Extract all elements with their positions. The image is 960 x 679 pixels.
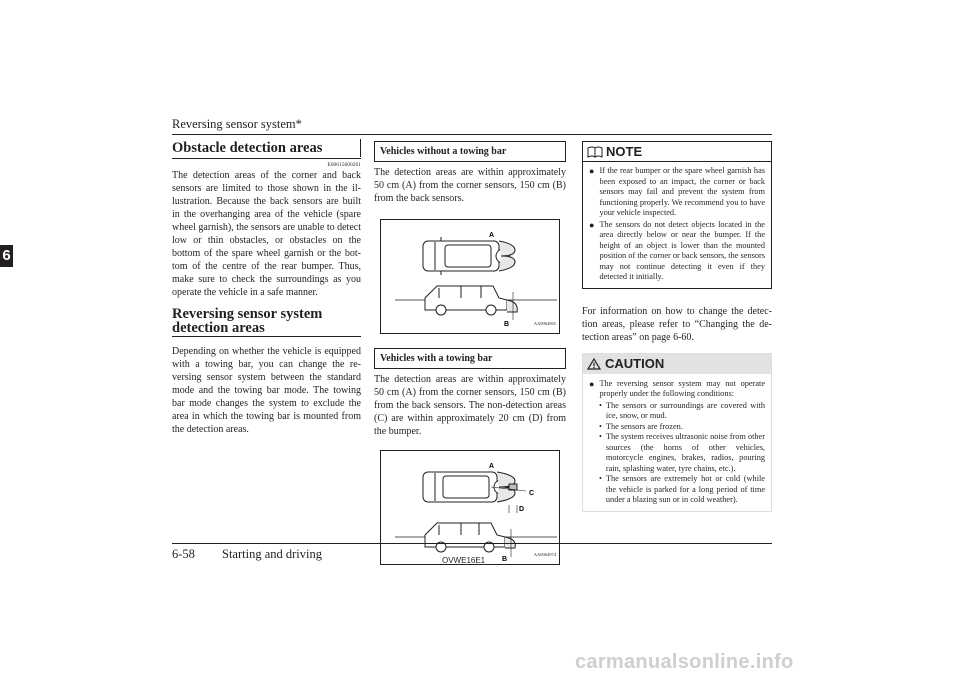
label-a: A [489,232,495,239]
vehicle-towing-illustration [381,451,559,564]
sub-bullet-icon: • [599,432,602,441]
vehicle-detection-illustration [381,220,559,333]
figure-code: AA0064974 [533,552,556,557]
column-left [172,141,361,436]
chapter-tab: 6 [0,245,13,267]
subheading-with-towing-bar: Vehicles with a towing bar [374,348,566,369]
label-b: B [502,556,508,563]
label-d: D [519,506,525,513]
bullet-icon: ● [589,166,595,176]
paragraph-detection-modes: Depending on whether the vehicle is equipped with a towing bar, you can change the reversing sensor system between the standard mode and the towing bar mode. The towing bar mode changes the system to exclude the area in which the towing bar is mounted from the detection areas. [172,346,361,435]
paragraph-without-towing-bar: The detection areas are within approximately 50 cm (A) from the corner sensors, 150 cm (B) from the back sensors. [374,167,566,204]
note-box [582,141,772,289]
note-body [583,162,771,288]
list-item: • The system receives ultrasonic noise from other sources (the horns of other vehicles, motorcycle engines, brakes, radios, pouring rain, splashing water, tyre chains, etc.). [599,432,765,473]
heading-detection-areas: Reversing sensor system detection areas [172,307,361,337]
label-b: B [504,321,510,328]
caution-title: CAUTION [605,356,665,371]
heading-text: Obstacle detection areas [172,140,323,156]
list-item: • The sensors are extremely hot or cold (while the vehicle is parked for a long period of time under a blazing sun or in cold weather). [599,474,765,504]
section-code: E00615600261 [327,162,361,168]
paragraph-change-areas: For information on how to change the detection areas, please refer to “Changing the detection areas” on page 6-60. [582,305,772,343]
figure-without-towing-bar [380,219,560,334]
figure-with-towing-bar [380,450,560,565]
bullet-icon: ● [589,219,595,230]
header-title: Reversing sensor system* [172,117,302,131]
list-item: ● The reversing sensor system may not operate properly under the following conditions: [589,378,765,398]
footer-section-title: Starting and driving [222,547,322,561]
watermark: carmanualsonline.info [575,651,794,673]
footer-rule [172,543,772,544]
footer-page-number: 6-58 [172,547,195,561]
label-a: A [489,463,495,470]
paragraph-obstacle-detection: The detection areas of the corner and back sensors are limited to those shown in the illustration. Because the back sensors are built in the overhanging area of the vehicle (spare wheel garnish), the sensors are unable to detect low or thin obstacles, or obstacles on the bottom of the spare wheel garnish or the bottom of the centre of the rear bumper. Thus, make sure to check the surroundings as you operate the vehicle in a safe manner. [172,170,361,298]
note-header [583,142,771,162]
list-item: ● If the rear bumper or the spare wheel garnish has been exposed to an impact, the corner or back sensors may fail and prevent the system from functioning properly. We recommend you to have your vehicle inspected. [589,166,765,217]
list-item: ● The sensors do not detect objects located in the area directly below or near the bumper. If the height of an object is lower than the mounted position of the corner or back sensors, the sensors may not continue detecting it even if they detected it initially. [589,219,765,281]
sub-bullet-icon: • [599,400,602,410]
caution-header [583,354,771,374]
subheading-without-towing-bar: Vehicles without a towing bar [374,141,566,162]
column-right [582,141,772,512]
note-title: NOTE [606,144,643,159]
caution-box [582,353,772,512]
heading-obstacle-detection-areas [172,141,361,159]
caution-body [583,374,771,511]
warning-icon [587,358,601,370]
bullet-icon: ● [589,378,595,389]
header-rule [172,134,772,135]
footer-code: OVWE16E1 [442,556,486,565]
list-item: • The sensors or surroundings are covered with ice, snow, or mud. [599,400,765,420]
label-c: C [529,490,535,497]
column-middle [374,141,566,565]
sub-bullet-icon: • [599,421,602,431]
note-icon [587,146,603,158]
list-item: • The sensors are frozen. [599,421,683,431]
sub-bullet-icon: • [599,474,602,483]
paragraph-with-towing-bar: The detection areas are within approximately 50 cm (A) from the corner sensors, 150 cm (B) from the back sensors. The non-detection areas (C) are within approximately 20 cm (D) from the bumper. [374,374,566,437]
figure-code: AA0064965 [533,321,556,326]
